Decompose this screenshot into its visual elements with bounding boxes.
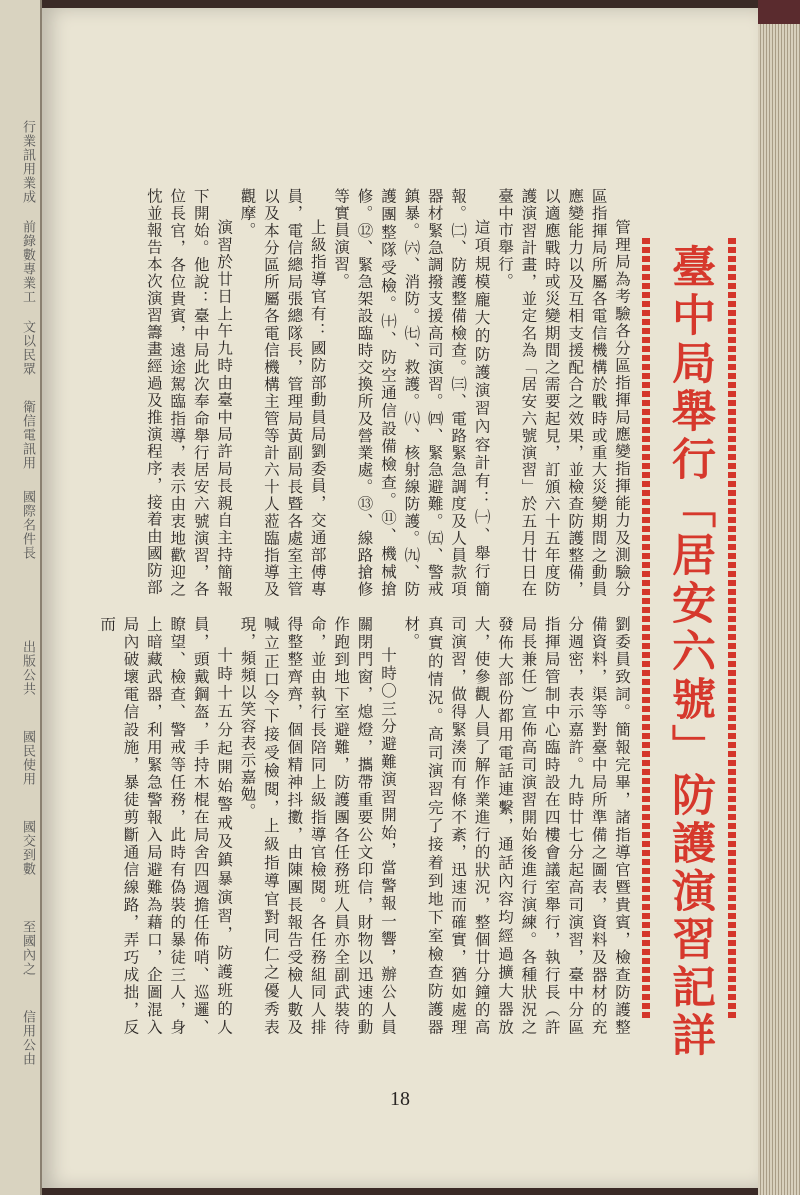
decorative-rule-left [642, 238, 650, 1018]
book-cover-corner [758, 0, 800, 24]
prev-page-text: 國際名件長 [20, 490, 35, 560]
prev-page-text: 國民使用 [20, 730, 35, 786]
prev-page-text: 前錄數專業工 [20, 220, 35, 304]
paragraph: 劉委員致詞。簡報完畢，諸指導官暨貴賓，檢查防護整備資料，渠等對臺中局所準備之圖表，資料及器材的充分週密，表示嘉許。九時廿七分起高司演習，臺中分區指揮局管制中心臨時設在四樓會議室舉行，執行長（許局長兼任）宣佈高司演習開始後進行演練。各種狀況之發佈大部份都用電話連繫，通話內容均經過擴大器放大，使參觀人員了解作業進行的狀況，整個廿分鐘的高司演習，做得緊湊而有條不紊，迅速而確實，猶如處理真實的情況。高司演習完了接着到地下室檢查防護器材。 [402, 616, 631, 1036]
paragraph: 管理局為考驗各分區指揮局應變指揮能力及測驗分區指揮局所屬各電信機構於戰時或重大災變期間之動員應變能力以及互相支援配合之效果，並檢查防護整備，以適應戰時或災變期間之需要起見，訂頒六十五年度防護演習計畫，並定名為「居安六號演習」於五月廿日在臺中市舉行。 [495, 188, 631, 598]
prev-page-text: 衛信電訊用 [20, 400, 35, 470]
paragraph: 這項規模龐大的防護演習內容計有：㈠、舉行簡報。㈡、防護整備檢查。㈢、電路緊急調度及人員款項器材緊急調撥支援高司演習。㈣、緊急避難。㈤、警戒鎮暴。㈥、消防。㈦、救護。㈧、核射線防護。㈨、防護團整隊受檢。㈩、防空通信設備檢查。⑪、機械搶修。⑫、緊急架設臨時交換所及營業處。⑬、線路搶修等實員演習。 [332, 188, 491, 598]
document-page [42, 8, 758, 1188]
prev-page-text: 文以民眾 [20, 320, 35, 376]
decorative-rule-right [728, 238, 736, 1018]
previous-page-edge [0, 0, 42, 1195]
article-title: 臺中局舉行「居安六號」防護演習記詳 [664, 244, 715, 1060]
prev-page-text: 國交到數 [20, 820, 35, 876]
page-number: 18 [390, 1088, 410, 1110]
prev-page-text: 行業訊用業成 [20, 120, 35, 204]
paragraph: 十時〇三分避難演習開始，當警報一響，辦公人員關閉門窗，熄燈，攜帶重要公文印信，財物以迅速的動作跑到地下室避難，防護團各任務班人員亦全副武裝待命，並由執行長陪同上級指導官檢閱。各任務組同人排得整整齊齊，個個精神抖擻，由陳團長報告受檢人數及喊立正口令下接受檢閱，上級指導官對同仁之優秀表現，頻頻以笑容表示嘉勉。 [238, 616, 397, 1036]
book-page-edges [758, 0, 800, 1195]
paragraph: 演習於廿日上午九時由臺中局許局長親自主持簡報下開始。他說：臺中局此次奉命舉行居安六號演習，各位長官，各位貴賓，遠途駕臨指導，表示由衷地歡迎之忱並報告本次演習籌畫經過及推演程序，接着由國防部 [144, 188, 234, 598]
prev-page-text: 出版公共 [20, 640, 35, 696]
article-column-top [128, 188, 633, 598]
title-frame [642, 238, 736, 1060]
paragraph: 上級指導官有：國防部動員局劉委員，交通部傅專員，電信總局張總隊長，管理局黃副局長暨各處室主管以及本分區所屬各電信機構主管等計六十人蒞臨指導及觀摩。 [238, 188, 327, 598]
prev-page-text: 信用公由 [20, 1010, 35, 1066]
paragraph: 十時十五分起開始警戒及鎮暴演習，防護班的人員，頭戴鋼盔，手持木棍在局舍四週擔任佈哨、巡邏、瞭望、檢查、警戒等任務，此時有偽裝的暴徒三人，身上暗藏武器，利用緊急警報入局避難為藉口，企圖混入局內破壞電信設施，暴徒剪斷通信線路，弄巧成拙，反而 [98, 616, 234, 1036]
prev-page-text: 至國內之 [20, 920, 35, 976]
article-column-bottom [98, 616, 633, 1036]
